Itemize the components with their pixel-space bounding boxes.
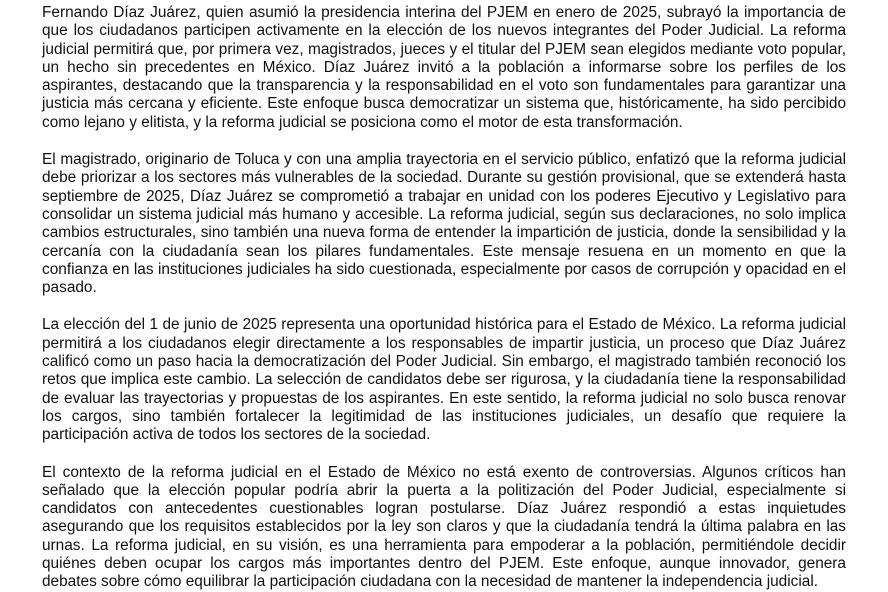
paragraph-3: La elección del 1 de junio de 2025 representa una oportunidad histórica para el Estado de México. La reforma judicial permitirá a los ciudadanos elegir directamente a los responsables de impartir justicia, un proceso que Díaz Juárez calificó como un paso hacia la democratización del Poder Judicial. Sin embargo, el magistrado también reconoció los retos que implica este cambio. La selección de candidatos debe ser rigurosa, y la ciudadanía tiene la responsabilidad de evaluar las trayectorias y propuestas de los aspirantes. En este sentido, la reforma judicial no solo busca renovar los cargos, sino también fortalecer la legitimidad de las instituciones judiciales, un desafío que requiere la participación activa de todos los sectores de la sociedad.: [42, 316, 846, 444]
paragraph-2: El magistrado, originario de Toluca y con una amplia trayectoria en el servicio público, enfatizó que la reforma judicial debe priorizar a los sectores más vulnerables de la sociedad. Durante su gestión provisional, que se extenderá hasta septiembre de 2025, Díaz Juárez se comprometió a trabajar en unidad con los poderes Ejecutivo y Legislativo para consolidar un sistema judicial más humano y accesible. La reforma judicial, según sus declaraciones, no solo implica cambios estructurales, sino también una nueva forma de entender la impartición de justicia, donde la sensibilidad y la cercanía con la ciudadanía sean los pilares fundamentales. Este mensaje resuena en un momento en que la confianza en las instituciones judiciales ha sido cuestionada, especialmente por casos de corrupción y opacidad en el pasado.: [42, 151, 846, 297]
paragraph-4: El contexto de la reforma judicial en el Estado de México no está exento de controversias. Algunos críticos han señalado que la elección popular podría abrir la puerta a la politización del Poder Judicial, especialmente si candidatos con antecedentes cuestionables logran postularse. Díaz Juárez respondió a estas inquietudes asegurando que los requisitos establecidos por la ley son claros y que la ciudadanía tendrá la última palabra en las urnas. La reforma judicial, en su visión, es una herramienta para empoderar a la población, permitiéndole decidir quiénes deben ocupar los cargos más importantes dentro del PJEM. Este enfoque, aunque innovador, genera debates sobre cómo equilibrar la participación ciudadana con la necesidad de mantener la independencia judicial.: [42, 463, 846, 591]
paragraph-1: Fernando Díaz Juárez, quien asumió la presidencia interina del PJEM en enero de 2025, subrayó la importancia de que los ciudadanos participen activamente en la elección de los nuevos integrantes del Poder Judicial. La reforma judicial permitirá que, por primera vez, magistrados, jueces y el titular del PJEM sean elegidos mediante voto popular, un hecho sin precedentes en México. Díaz Juárez invitó a la población a informarse sobre los perfiles de los aspirantes, destacando que la transparencia y la responsabilidad en el voto son fundamentales para garantizar una justicia más cercana y eficiente. Este enfoque busca democratizar un sistema que, históricamente, ha sido percibido como lejano y elitista, y la reforma judicial se posiciona como el motor de esta transformación.: [42, 4, 846, 131]
